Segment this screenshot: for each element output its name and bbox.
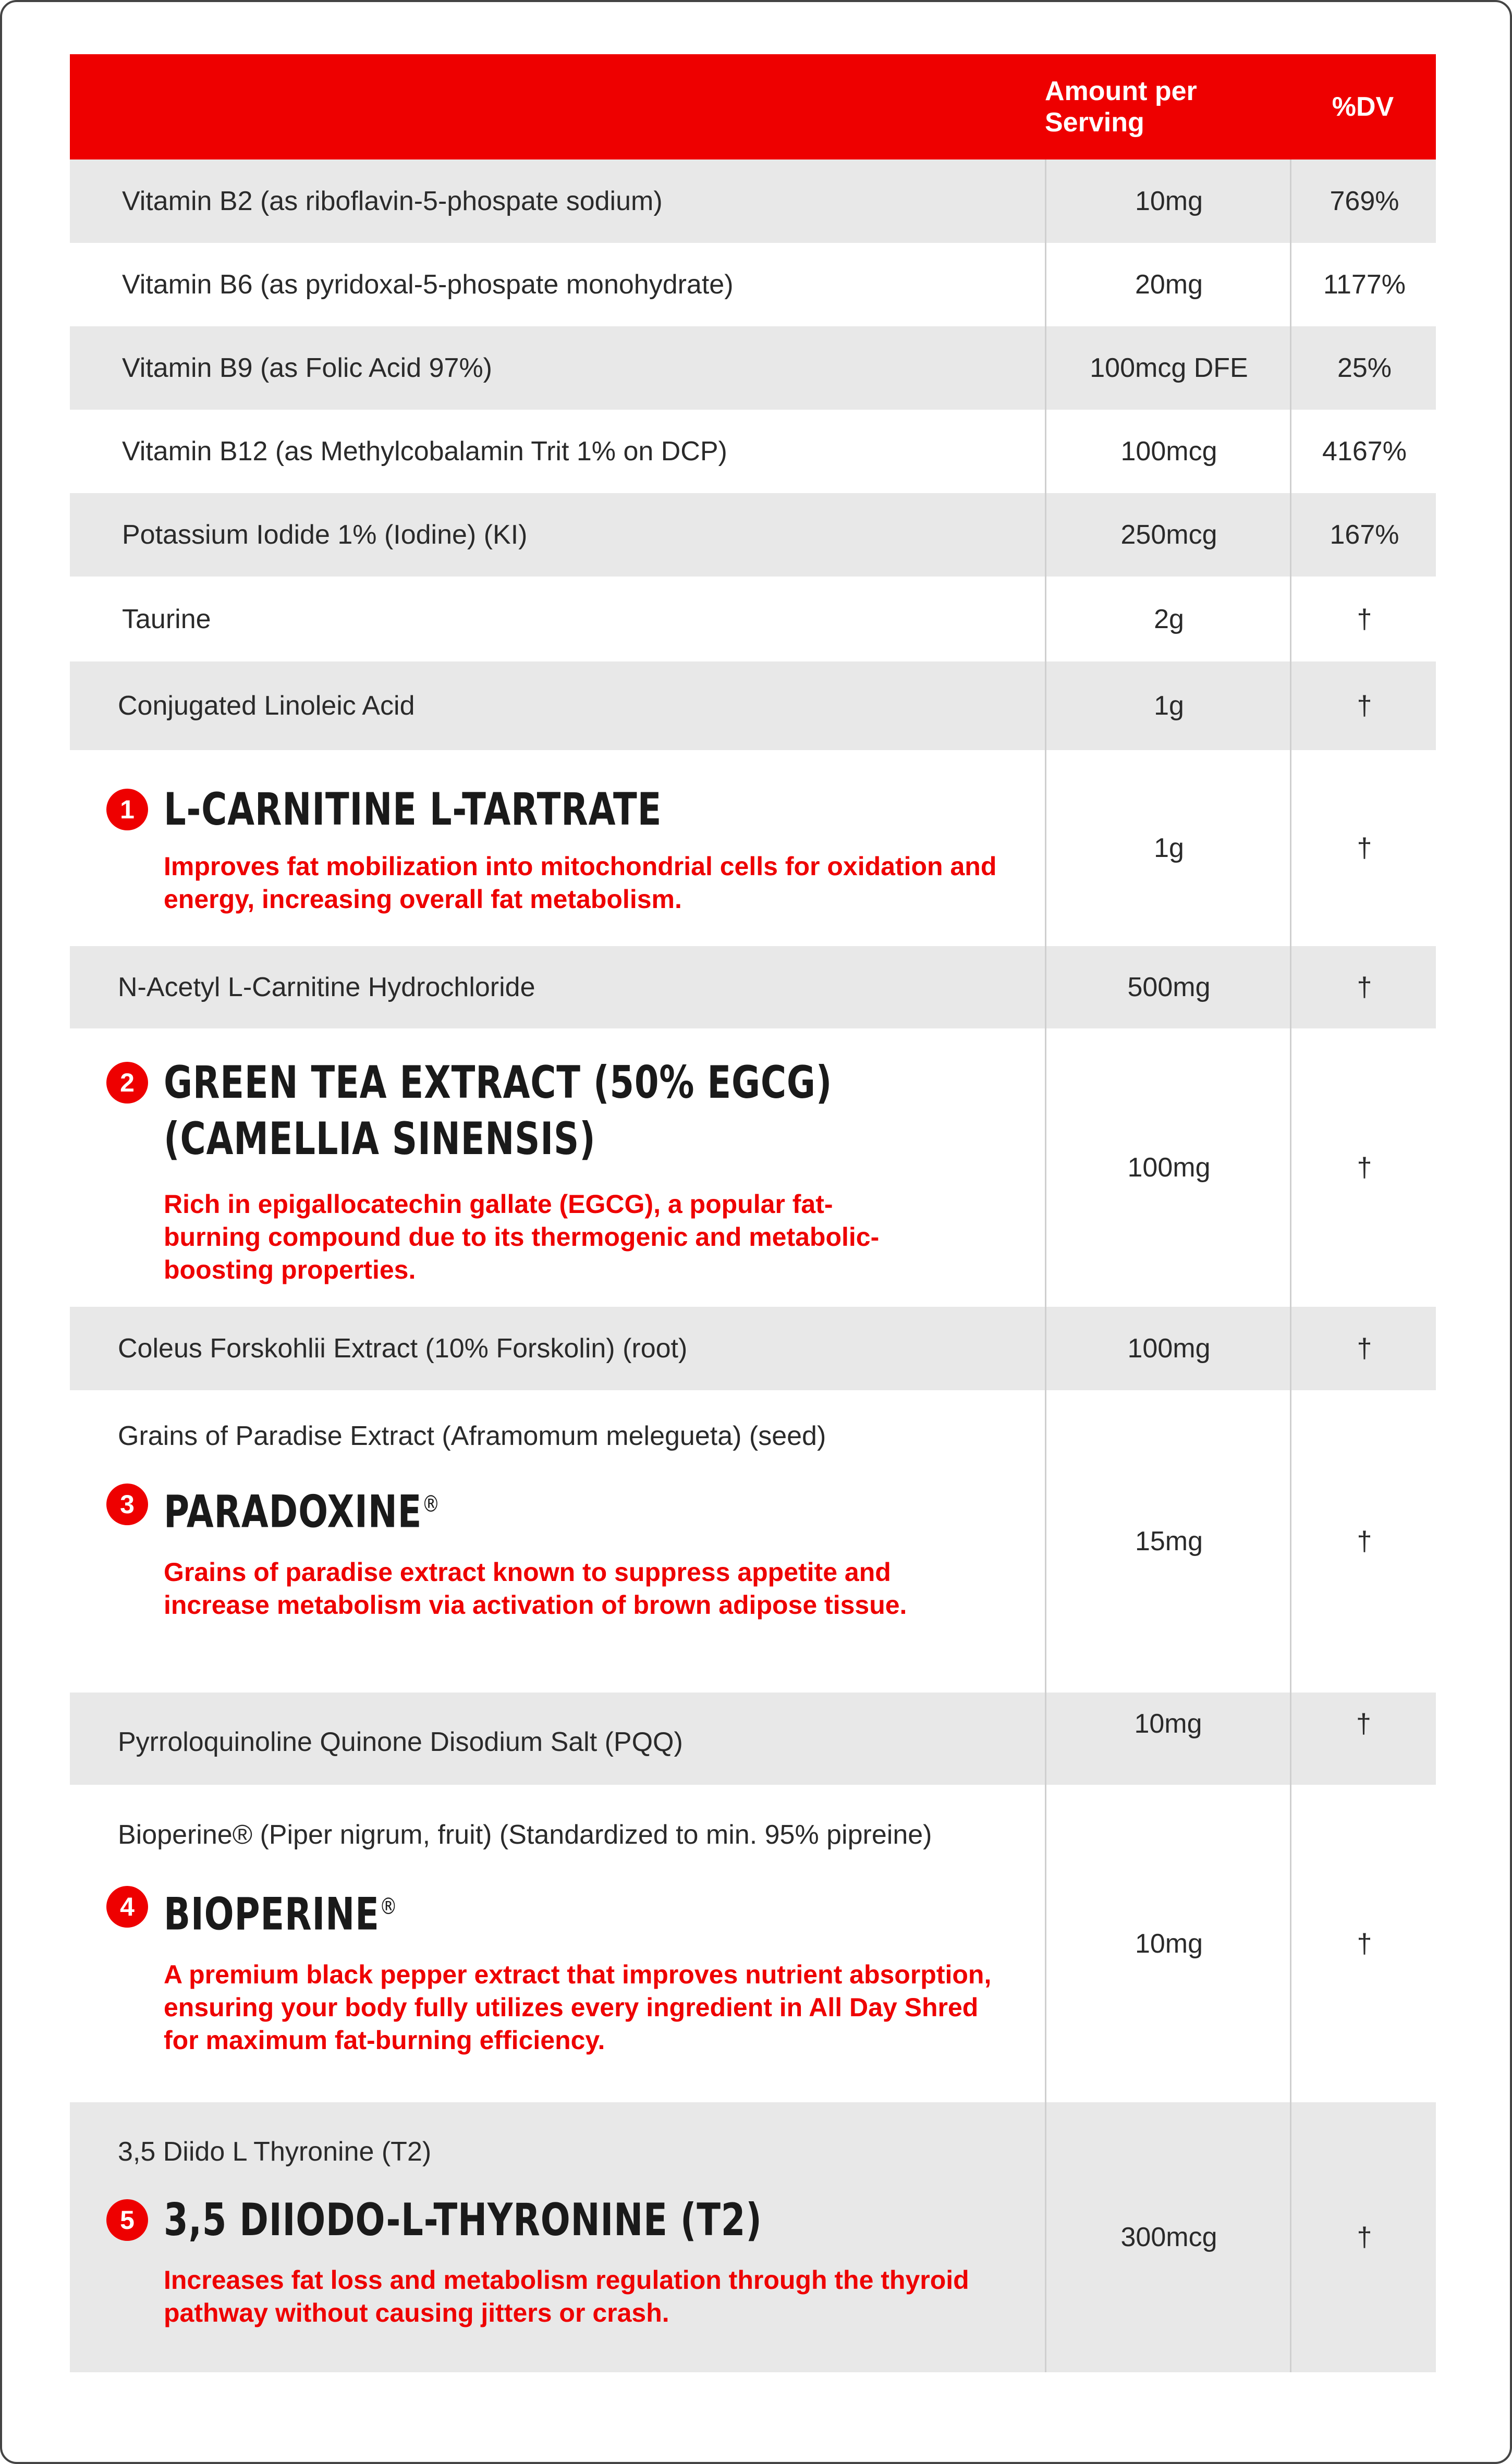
dv-cell: † bbox=[1290, 661, 1437, 750]
feature-number-badge: 2 bbox=[106, 1062, 148, 1104]
amount-cell: 10mg bbox=[1045, 1693, 1290, 1785]
feature-number-badge: 1 bbox=[106, 789, 148, 830]
feature-description: Improves fat mobilization into mitochondrial cells for oxidation and energy, increasing overall fat metabolism. bbox=[164, 852, 997, 914]
amount-cell: 100mcg DFE bbox=[1045, 326, 1291, 410]
feature-block bbox=[106, 1055, 1024, 1286]
dv-cell: † bbox=[1290, 1693, 1436, 1785]
amount-cell: 1g bbox=[1045, 750, 1291, 946]
feature-title-line1: GREEN TEA EXTRACT (50% EGCG) bbox=[164, 1057, 833, 1109]
feature-block bbox=[106, 1476, 1024, 1622]
amount-cell: 10mg bbox=[1045, 1785, 1291, 2102]
supplement-table bbox=[70, 54, 1436, 2372]
feature-number-badge: 5 bbox=[106, 2199, 148, 2241]
ingredient-name: Taurine bbox=[122, 604, 211, 634]
dv-cell: 769% bbox=[1290, 160, 1437, 243]
ingredient-subtitle: Bioperine® (Piper nigrum, fruit) (Standardized to min. 95% pipreine) bbox=[118, 1820, 932, 1850]
dv-cell: † bbox=[1290, 577, 1437, 661]
table-row bbox=[70, 1693, 1436, 1785]
ingredient-name: Conjugated Linoleic Acid bbox=[118, 691, 415, 721]
amount-cell: 100mg bbox=[1045, 1307, 1291, 1390]
table-row bbox=[70, 326, 1436, 410]
amount-cell: 250mcg bbox=[1045, 493, 1291, 577]
dv-cell: † bbox=[1290, 750, 1437, 946]
feature-block bbox=[106, 2192, 1024, 2330]
ingredient-name: Vitamin B6 (as pyridoxal-5-phospate monohydrate) bbox=[122, 269, 734, 300]
feature-number-badge: 3 bbox=[106, 1484, 148, 1525]
dv-cell: 4167% bbox=[1290, 410, 1437, 493]
amount-cell: 10mg bbox=[1045, 160, 1291, 243]
table-row bbox=[70, 493, 1436, 577]
dv-cell: † bbox=[1290, 1785, 1437, 2102]
feature-description: A premium black pepper extract that improves nutrient absorption, ensuring your body fully utilizes every ingredient in All Day Shred for maximum fat-burning efficiency. bbox=[164, 1959, 992, 2055]
table-row bbox=[70, 661, 1436, 750]
feature-title: BIOPERINE® bbox=[164, 1888, 398, 1941]
amount-cell: 1g bbox=[1045, 661, 1291, 750]
ingredient-name: Potassium Iodide 1% (Iodine) (KI) bbox=[122, 520, 528, 550]
ingredient-name: Vitamin B9 (as Folic Acid 97%) bbox=[122, 353, 492, 383]
dv-cell: † bbox=[1290, 1307, 1437, 1390]
feature-block bbox=[106, 781, 1024, 916]
ingredient-name: N-Acetyl L-Carnitine Hydrochloride bbox=[118, 972, 535, 1002]
feature-title: 3,5 DIIODO-L-THYRONINE (T2) bbox=[164, 2194, 762, 2246]
table-row bbox=[70, 410, 1436, 493]
feature-title: PARADOXINE® bbox=[164, 1486, 441, 1538]
table-row bbox=[70, 577, 1436, 661]
dv-cell: † bbox=[1290, 946, 1437, 1028]
feature-description: Increases fat loss and metabolism regulation through the thyroid pathway without causing jitters or crash. bbox=[164, 2265, 969, 2327]
feature-row-bioperine bbox=[70, 1785, 1436, 2102]
amount-cell: 500mg bbox=[1045, 946, 1291, 1028]
amount-cell: 100mg bbox=[1045, 1028, 1291, 1307]
registered-mark: ® bbox=[422, 1491, 441, 1517]
feature-title-line2: (CAMELLIA SINENSIS) bbox=[164, 1113, 596, 1165]
dv-cell: 1177% bbox=[1290, 243, 1437, 326]
ingredient-name: Pyrroloquinoline Quinone Disodium Salt (PQQ) bbox=[118, 1726, 683, 1757]
feature-title: L-CARNITINE L-TARTRATE bbox=[164, 783, 662, 836]
table-header bbox=[70, 54, 1436, 160]
amount-cell: 300mcg bbox=[1045, 2102, 1291, 2372]
amount-cell: 15mg bbox=[1045, 1390, 1291, 1693]
feature-number-badge: 4 bbox=[106, 1886, 148, 1928]
ingredient-subtitle: 3,5 Diido L Thyronine (T2) bbox=[118, 2137, 432, 2167]
amount-cell: 20mg bbox=[1045, 243, 1291, 326]
ingredient-name: Coleus Forskohlii Extract (10% Forskolin) (root) bbox=[118, 1333, 688, 1364]
feature-row-t2 bbox=[70, 2102, 1436, 2372]
feature-row-paradoxine bbox=[70, 1390, 1436, 1693]
feature-row-green-tea bbox=[70, 1028, 1436, 1307]
feature-row-l-carnitine bbox=[70, 750, 1436, 946]
ingredient-name: Vitamin B2 (as riboflavin-5-phospate sodium) bbox=[122, 186, 663, 216]
amount-per-serving-header: Amount per Serving bbox=[1045, 76, 1197, 138]
dv-cell: † bbox=[1290, 1028, 1437, 1307]
table-row bbox=[70, 160, 1436, 243]
feature-description: Grains of paradise extract known to suppress appetite and increase metabolism via activation of brown adipose tissue. bbox=[164, 1557, 907, 1620]
dv-cell: † bbox=[1290, 1390, 1437, 1693]
amount-cell: 100mcg bbox=[1045, 410, 1291, 493]
dv-header: %DV bbox=[1332, 92, 1394, 122]
dv-cell: 167% bbox=[1290, 493, 1437, 577]
table-row bbox=[70, 946, 1436, 1028]
table-row bbox=[70, 1307, 1436, 1390]
feature-block bbox=[106, 1879, 1024, 2057]
ingredient-subtitle: Grains of Paradise Extract (Aframomum melegueta) (seed) bbox=[118, 1421, 826, 1451]
dv-cell: † bbox=[1290, 2102, 1437, 2372]
feature-description: Rich in epigallocatechin gallate (EGCG), a popular fat-burning compound due to its thermogenic and metabolic-boosting properties. bbox=[164, 1190, 880, 1284]
amount-cell: 2g bbox=[1045, 577, 1291, 661]
registered-mark: ® bbox=[379, 1893, 398, 1920]
ingredient-name: Vitamin B12 (as Methylcobalamin Trit 1% on DCP) bbox=[122, 436, 727, 467]
dv-cell: 25% bbox=[1290, 326, 1437, 410]
table-row bbox=[70, 243, 1436, 326]
